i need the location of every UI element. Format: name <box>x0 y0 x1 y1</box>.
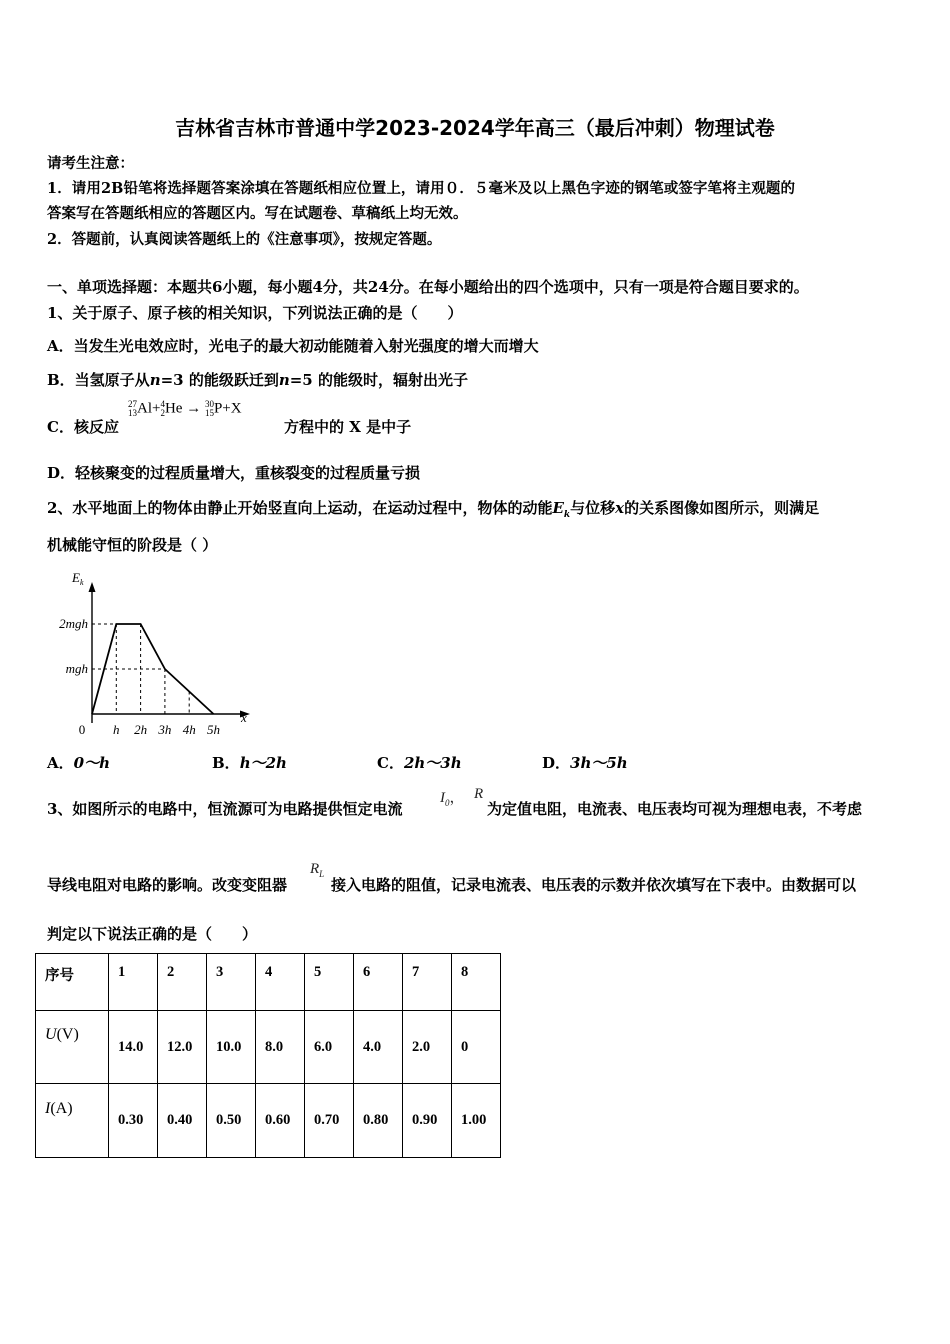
he-mass-number: 4 <box>160 399 165 409</box>
y-axis-arrow <box>89 582 96 592</box>
notice-line-2: 答案写在答题纸相应的答题区内。写在试题卷、草稿纸上均无效。 <box>47 205 468 222</box>
q2-option-d-label: D． <box>542 754 571 772</box>
y-tick-label: mgh <box>65 661 88 676</box>
table-row-i <box>36 1084 501 1158</box>
table-cell: 0.70 <box>305 1084 354 1158</box>
q1-option-d: D．轻核聚变的过程质量增大，重核裂变的过程质量亏损 <box>47 464 421 482</box>
q2-option-a-value: 0～h <box>73 754 110 772</box>
q1-b-pre: B．当氢原子从 <box>47 371 150 389</box>
notice-heading: 请考生注意： <box>47 155 134 172</box>
q1-b-post: =5 的能级时，辐射出光子 <box>289 371 468 389</box>
ek-x-chart <box>40 568 260 738</box>
al-atomic-number: 13 <box>128 408 137 418</box>
table-header-row <box>36 954 501 1011</box>
table-cell: 14.0 <box>109 1011 158 1084</box>
q2-option-b[interactable] <box>212 752 287 773</box>
table-cell: 0.60 <box>256 1084 305 1158</box>
q3-line-2-pre: 导线电阻对电路的影响。改变变阻器 <box>47 876 288 894</box>
u-symbol: U <box>45 1026 57 1043</box>
table-cell: 0 <box>452 1011 501 1084</box>
table-row-label-i <box>36 1084 109 1158</box>
q2-option-d[interactable] <box>542 752 628 773</box>
y-axis-label <box>71 570 84 587</box>
he-atomic-number: 2 <box>160 408 165 418</box>
x-tick-label: 3h <box>158 722 172 737</box>
table-header-cell: 8 <box>452 954 501 1011</box>
q2-x: x <box>615 499 625 517</box>
q1-option-c-text: 方程中的 X 是中子 <box>284 418 412 436</box>
table-row-u <box>36 1011 501 1084</box>
q3-line-2-post: 接入电路的阻值，记录电流表、电压表的示数并依次填写在下表中。由数据可以 <box>331 876 857 894</box>
q3-i0-sub: 0 <box>445 798 450 808</box>
q2-stem-pre: 2、水平地面上的物体由静止开始竖直向上运动，在运动过程中，物体的动能 <box>47 499 553 517</box>
q2-option-c[interactable] <box>377 752 462 773</box>
q2-option-c-label: C． <box>377 754 404 772</box>
al-symbol: Al+ <box>137 400 161 417</box>
q3-r-symbol: R <box>474 786 484 802</box>
table-row-label-u <box>36 1011 109 1084</box>
table-header-cell: 1 <box>109 954 158 1011</box>
i-symbol: I <box>45 1099 51 1117</box>
q3-i0-symbol <box>440 786 465 808</box>
y-axis-label-main: E <box>72 570 80 585</box>
q2-option-a[interactable] <box>47 752 110 773</box>
y-tick-labels <box>59 616 88 676</box>
table-cell: 0.90 <box>403 1084 452 1158</box>
q1-b-n2: n <box>278 371 290 389</box>
y-axis-label-sub: k <box>79 578 84 587</box>
q2-option-b-label: B． <box>212 754 240 772</box>
al-mass-number: 27 <box>128 399 137 409</box>
he-symbol: He <box>164 400 183 417</box>
q3-rl-sub: L <box>319 869 325 879</box>
table-cell: 8.0 <box>256 1011 305 1084</box>
q3-i0: I <box>440 790 445 806</box>
q1-option-a: A．当发生光电效应时，光电子的最大初动能随着入射光强度的增大而增大 <box>47 337 539 355</box>
q2-stem-line-2: 机械能守恒的阶段是（ ） <box>47 536 218 554</box>
p-atomic-number: 15 <box>204 408 214 418</box>
y-tick-label: 2mgh <box>59 616 88 631</box>
table-cell: 12.0 <box>158 1011 207 1084</box>
table-header-cell: 4 <box>256 954 305 1011</box>
x-tick-labels <box>79 722 220 737</box>
page-title: 吉林省吉林市普通中学2023-2024学年高三（最后冲刺）物理试卷 <box>175 116 775 140</box>
x-tick-label: 4h <box>182 722 196 737</box>
p-mass-number: 30 <box>204 399 214 409</box>
q3-rl: R <box>310 861 320 877</box>
table-header-cell: 2 <box>158 954 207 1011</box>
table-header-cell: 5 <box>305 954 354 1011</box>
q1-b-mid: =3 的能级跃迁到 <box>160 371 279 389</box>
q2-option-c-value: 2h～3h <box>403 754 462 772</box>
q1-stem: 1、关于原子、原子核的相关知识，下列说法正确的是（ ） <box>47 304 463 322</box>
table-cell: 0.30 <box>109 1084 158 1158</box>
u-label-wrap <box>45 1026 79 1043</box>
table-cell: 0.50 <box>207 1084 256 1158</box>
p-symbol: P+X <box>213 400 242 417</box>
u-unit: (V) <box>56 1026 79 1043</box>
q2-stem-mid: 与位移 <box>570 499 616 517</box>
table-cell: 0.80 <box>354 1084 403 1158</box>
table-cell: 6.0 <box>305 1011 354 1084</box>
notice-line-1: 1．请用2B铅笔将选择题答案涂填在答题纸相应位置上，请用０．５毫米及以上黑色字迹的钢笔或签字笔将主观题的 <box>47 180 796 197</box>
table-cell: 1.00 <box>452 1084 501 1158</box>
x-tick-label: 0 <box>78 722 86 737</box>
table-header-cell: 3 <box>207 954 256 1011</box>
q2-option-d-value: 3h～5h <box>570 754 628 772</box>
q2-stem-line-1 <box>47 497 819 520</box>
arrow-symbol: → <box>186 400 202 417</box>
q1-b-n1: n <box>149 371 161 389</box>
data-table <box>35 953 501 1158</box>
x-tick-label: h <box>113 722 120 737</box>
q1-option-c-label: C．核反应 <box>47 418 119 436</box>
table-cell: 2.0 <box>403 1011 452 1084</box>
i-label-wrap <box>45 1100 73 1117</box>
guide-lines <box>92 624 189 714</box>
q2-option-b-value: h～2h <box>239 754 287 772</box>
notice-line-3: 2．答题前，认真阅读答题纸上的《注意事项》，按规定答题。 <box>47 231 442 248</box>
x-tick-label: 2h <box>134 722 148 737</box>
q2-stem-post: 的关系图像如图所示，则满足 <box>624 499 820 517</box>
q2-ek-sub: k <box>563 510 571 520</box>
q3-comma: ， <box>449 790 465 806</box>
q3-line-1-post: 为定值电阻，电流表、电压表均可视为理想电表，不考虑 <box>487 800 863 818</box>
table-header-cell: 序号 <box>36 954 109 1011</box>
section-heading: 一、单项选择题：本题共6小题，每小题4分，共24分。在每小题给出的四个选项中，只有一项是符合题目要求的。 <box>47 278 809 296</box>
x-axis-label: x <box>241 710 247 725</box>
table-header-cell: 6 <box>354 954 403 1011</box>
table-cell: 10.0 <box>207 1011 256 1084</box>
table-header-cell: 7 <box>403 954 452 1011</box>
x-tick-label: 5h <box>207 722 220 737</box>
q2-option-a-label: A． <box>47 754 74 772</box>
table-cell: 0.40 <box>158 1084 207 1158</box>
nuclear-equation <box>128 400 242 418</box>
q2-ek: E <box>552 499 564 517</box>
i-unit: (A) <box>50 1099 73 1117</box>
q3-rl-symbol <box>310 861 324 879</box>
q3-line-1-pre: 3、如图所示的电路中，恒流源可为电路提供恒定电流 <box>47 800 403 818</box>
q1-option-b <box>47 369 468 390</box>
q3-line-3: 判定以下说法正确的是（ ） <box>47 925 258 943</box>
table-cell: 4.0 <box>354 1011 403 1084</box>
